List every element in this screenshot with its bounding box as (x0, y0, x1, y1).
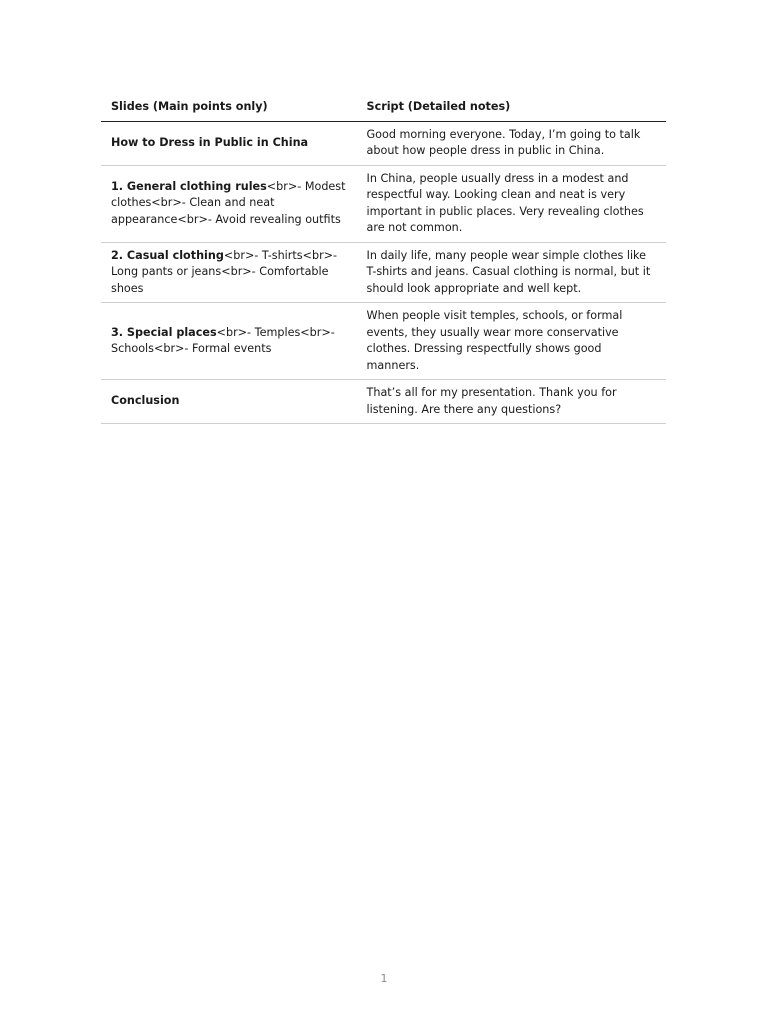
table-row (101, 303, 666, 380)
table-row (101, 121, 666, 165)
slide-cell (101, 303, 357, 380)
slide-title: How to Dress in Public in China (111, 135, 309, 149)
script-cell: When people visit temples, schools, or formal events, they usually wear more conservative clothes. Dressing respectfully shows good manners. (357, 303, 666, 380)
script-cell: In daily life, many people wear simple clothes like T-shirts and jeans. Casual clothing is normal, but it should look appropriate and well kept. (357, 242, 666, 303)
slides-column-header: Slides (Main points only) (101, 93, 357, 121)
slide-points: <br>- Temples<br>- Schools<br>- Formal events (111, 325, 335, 355)
table-row (101, 242, 666, 303)
slide-cell (101, 165, 357, 242)
slide-title: 3. Special places (111, 325, 217, 339)
slide-cell (101, 242, 357, 303)
slide-points: <br>- T-shirts<br>- Long pants or jeans<br>- Comfortable shoes (111, 248, 338, 295)
script-cell: That’s all for my presentation. Thank you for listening. Are there any questions? (357, 380, 666, 424)
script-cell: Good morning everyone. Today, I’m going to talk about how people dress in public in China. (357, 121, 666, 165)
table-row (101, 380, 666, 424)
slides-script-table (101, 93, 666, 424)
script-column-header: Script (Detailed notes) (357, 93, 666, 121)
slide-cell (101, 121, 357, 165)
script-cell: In China, people usually dress in a modest and respectful way. Looking clean and neat is very important in public places. Very revealing clothes are not common. (357, 165, 666, 242)
page-number: 1 (380, 972, 388, 985)
table-row (101, 165, 666, 242)
slide-points: <br>- Modest clothes<br>- Clean and neat appearance<br>- Avoid revealing outfits (111, 179, 346, 226)
table-header-row (101, 93, 666, 121)
slide-cell (101, 380, 357, 424)
slide-title: 2. Casual clothing (111, 248, 224, 262)
slide-title: 1. General clothing rules (111, 179, 267, 193)
slide-title: Conclusion (111, 394, 180, 408)
